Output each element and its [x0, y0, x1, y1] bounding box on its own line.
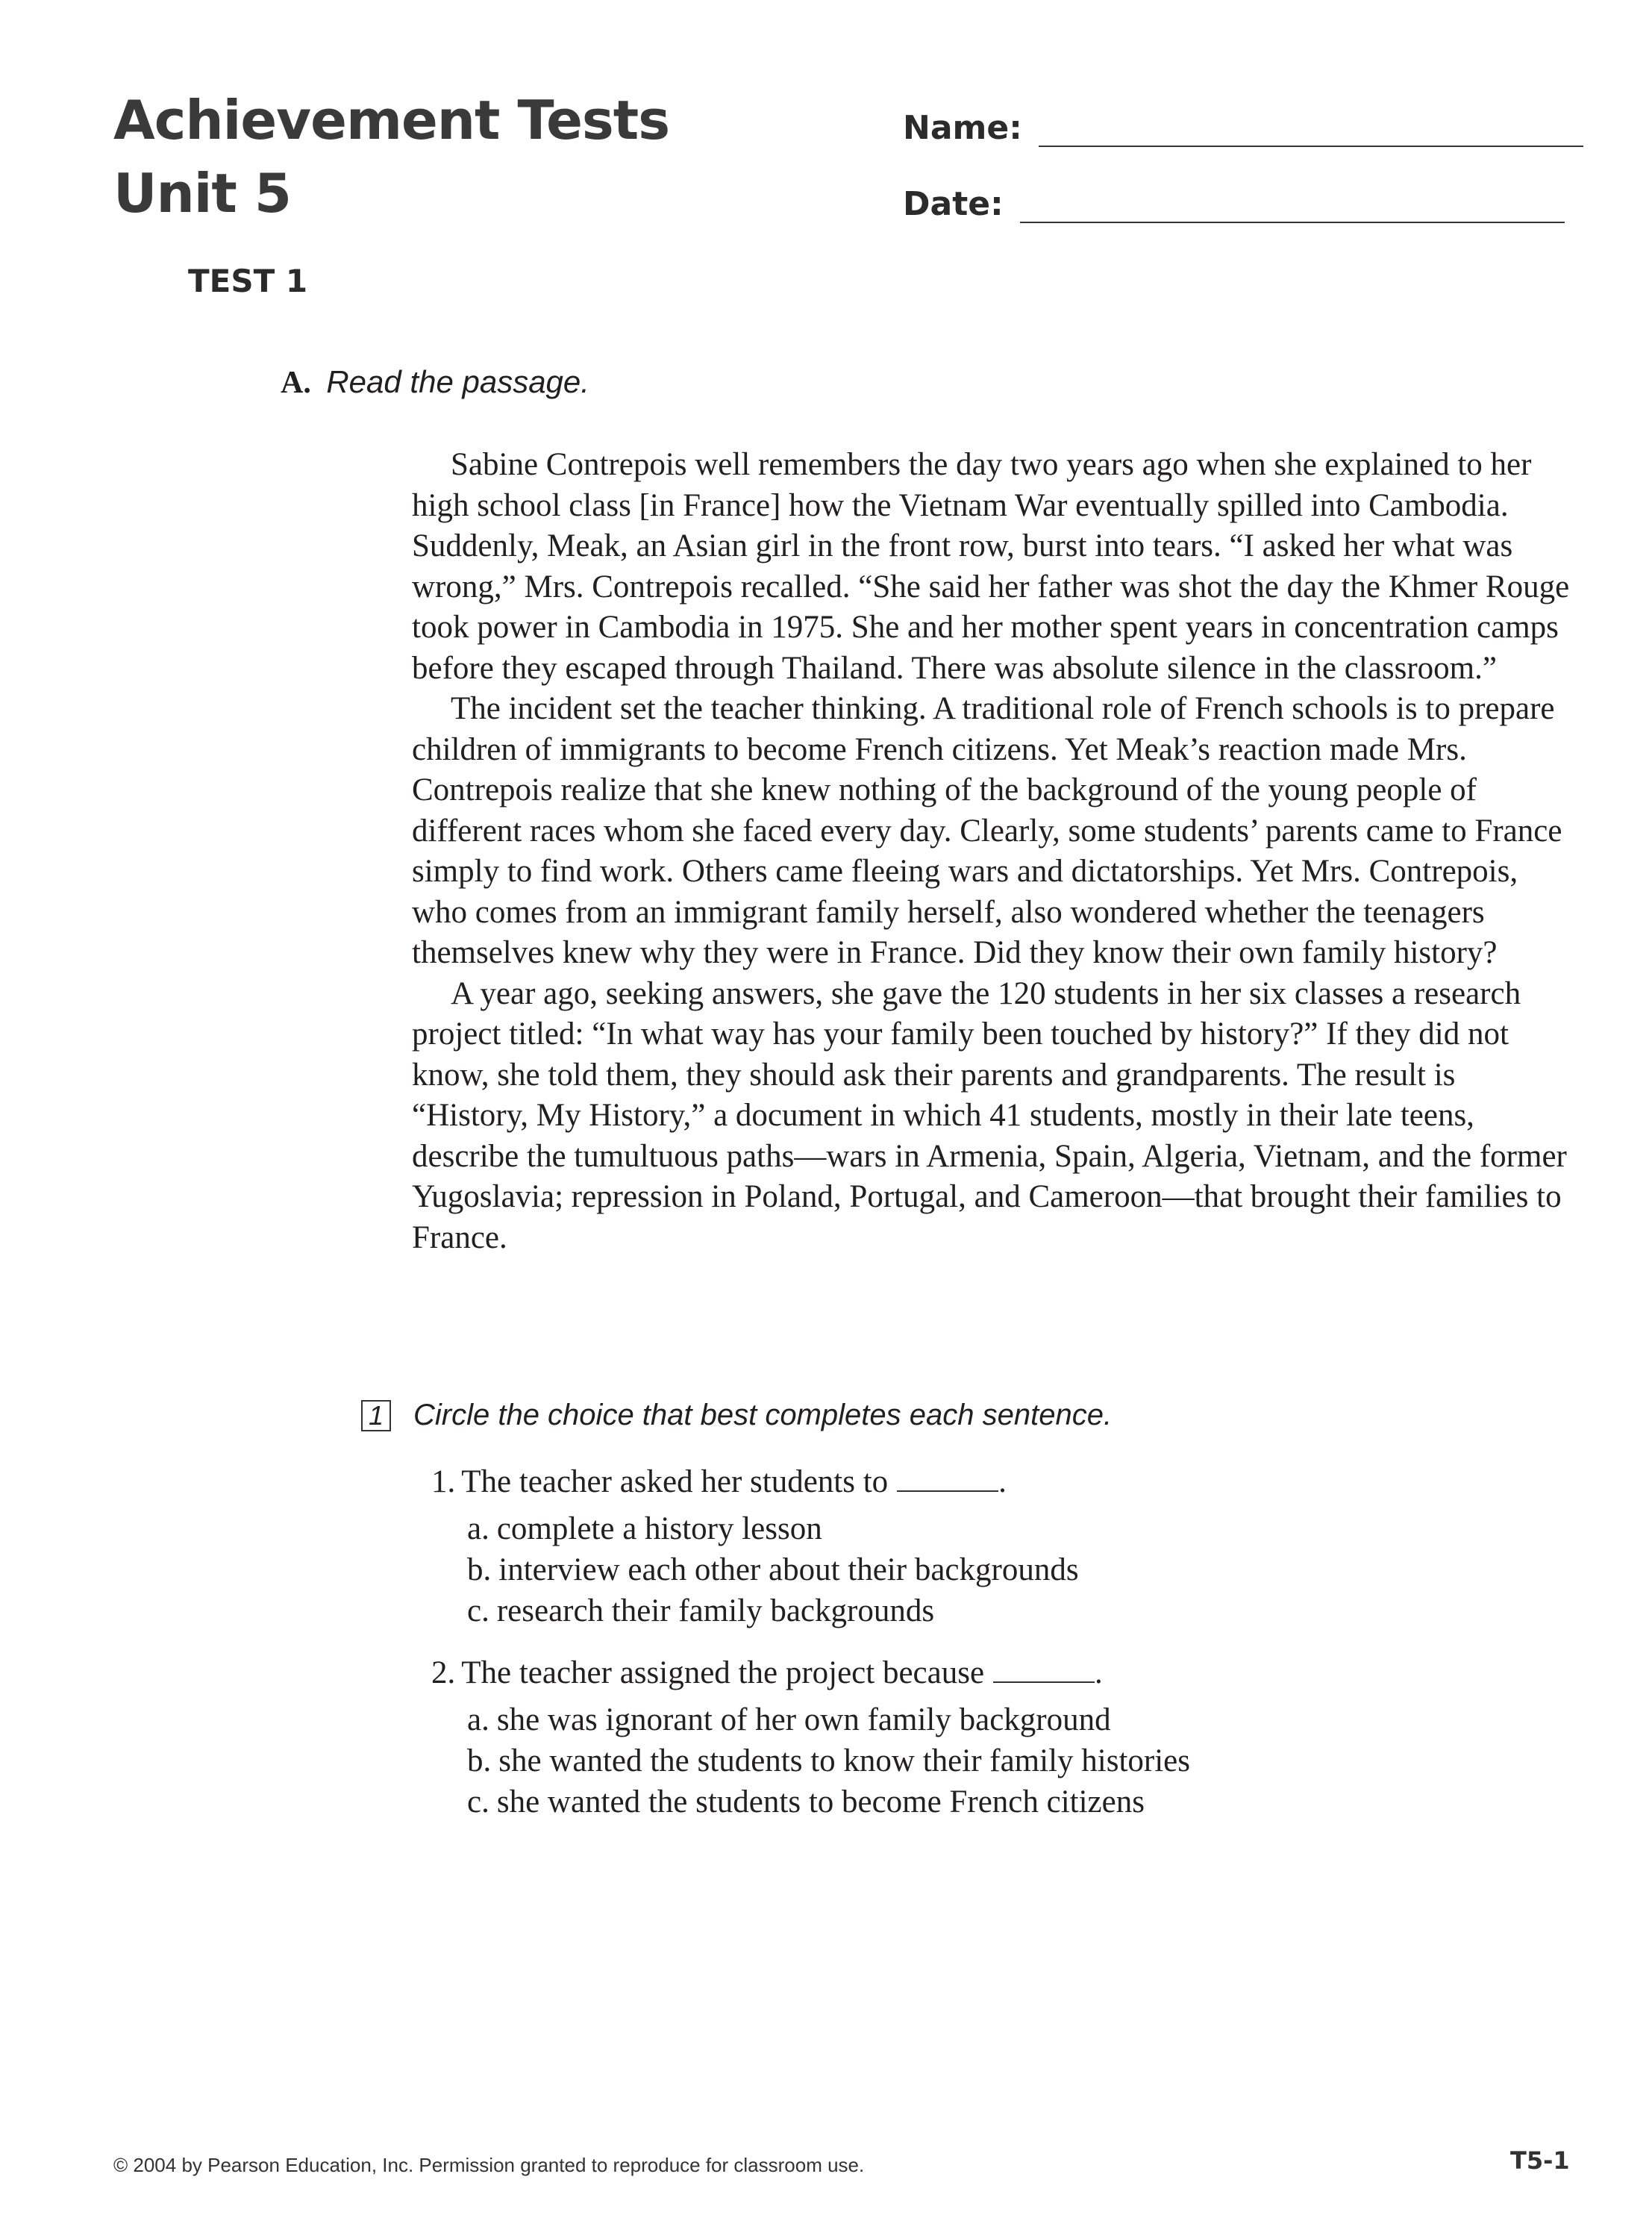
option-letter: c.	[467, 1593, 489, 1628]
option-letter: a.	[467, 1702, 489, 1737]
option-text: she wanted the students to know their family histories	[498, 1743, 1190, 1778]
option-c[interactable]	[467, 1590, 1551, 1631]
option-letter: b.	[467, 1552, 492, 1587]
name-field	[903, 109, 1583, 147]
question-stem	[431, 1652, 1551, 1693]
answer-blank[interactable]	[897, 1468, 998, 1492]
option-text: she wanted the students to become French citizens	[496, 1784, 1145, 1819]
exercise-instruction: Circle the choice that best completes each sentence.	[413, 1399, 1113, 1431]
page-title	[113, 84, 669, 230]
option-letter: a.	[467, 1511, 489, 1546]
option-c[interactable]	[467, 1781, 1551, 1822]
question-1	[431, 1461, 1551, 1631]
option-letter: b.	[467, 1743, 492, 1778]
exercise-number-box: 1	[361, 1400, 391, 1431]
date-line[interactable]	[1020, 195, 1565, 223]
question-text: The teacher assigned the project because	[461, 1655, 985, 1690]
name-line[interactable]	[1039, 119, 1583, 147]
option-a[interactable]	[467, 1508, 1551, 1549]
option-text: complete a history lesson	[496, 1511, 822, 1546]
passage-paragraph: Sabine Contrepois well remembers the day two years ago when she explained to her high school class [in France] how the Vietnam War eventually spilled into Cambodia. Suddenly, Meak, an Asian girl in the front row, burst into tears. “I asked her what was wrong,” Mrs. Contrepois recalled. “She said her father was shot the day the Khmer Rouge took power in Cambodia in 1975. She and her mother spent years in concentration camps before they escaped through Thailand. There was absolute silence in the classroom.”	[412, 447, 1570, 686]
option-list	[467, 1699, 1551, 1822]
date-field	[903, 185, 1565, 223]
name-label: Name:	[903, 109, 1022, 147]
question-2	[431, 1652, 1551, 1822]
option-text: interview each other about their backgrounds	[498, 1552, 1079, 1587]
page-number: T5-1	[1510, 2146, 1570, 2175]
date-label: Date:	[903, 185, 1004, 223]
question-number: 2.	[431, 1655, 456, 1690]
passage-paragraph: The incident set the teacher thinking. A traditional role of French schools is to prepare children of immigrants to become French citizens. Yet Meak’s reaction made Mrs. Contrepois realize that she knew nothing of the background of the young people of different races whom she faced every day. Clearly, some students’ parents came to France simply to find work. Others came fleeing wars and dictatorships. Yet Mrs. Contrepois, who comes from an immigrant family herself, also wondered whether the teenagers themselves knew why they were in France. Did they know their own family history?	[412, 691, 1562, 970]
section-letter: A.	[281, 366, 311, 400]
section-a-heading	[281, 364, 589, 401]
option-b[interactable]	[467, 1549, 1551, 1590]
question-end: .	[1095, 1655, 1103, 1690]
option-text: she was ignorant of her own family background	[496, 1702, 1111, 1737]
option-b[interactable]	[467, 1740, 1551, 1781]
question-list	[431, 1461, 1551, 1843]
question-number: 1.	[431, 1464, 456, 1499]
option-a[interactable]	[467, 1699, 1551, 1740]
question-text: The teacher asked her students to	[461, 1464, 889, 1499]
question-end: .	[998, 1464, 1007, 1499]
option-list	[467, 1508, 1551, 1631]
reading-passage	[412, 445, 1576, 1258]
copyright-footer: © 2004 by Pearson Education, Inc. Permission granted to reproduce for classroom use.	[113, 2154, 865, 2176]
exercise-heading	[361, 1399, 1112, 1432]
question-stem	[431, 1461, 1551, 1502]
answer-blank[interactable]	[993, 1659, 1095, 1683]
passage-paragraph: A year ago, seeking answers, she gave the 120 students in her six classes a research project titled: “In what way has your family been touched by history?” If they did not know, she told them, they should ask their parents and grandparents. The result is “History, My History,” a document in which 41 students, mostly in their late teens, describe the tumultuous paths—wars in Armenia, Spain, Algeria, Vietnam, and the former Yugoslavia; repression in Poland, Portugal, and Cameroon—that brought their families to France.	[412, 975, 1567, 1255]
title-line-2: Unit 5	[113, 162, 291, 225]
section-instruction: Read the passage.	[326, 364, 589, 399]
title-line-1: Achievement Tests	[113, 89, 670, 151]
option-letter: c.	[467, 1784, 489, 1819]
option-text: research their family backgrounds	[496, 1593, 935, 1628]
test-label: TEST 1	[188, 263, 308, 299]
